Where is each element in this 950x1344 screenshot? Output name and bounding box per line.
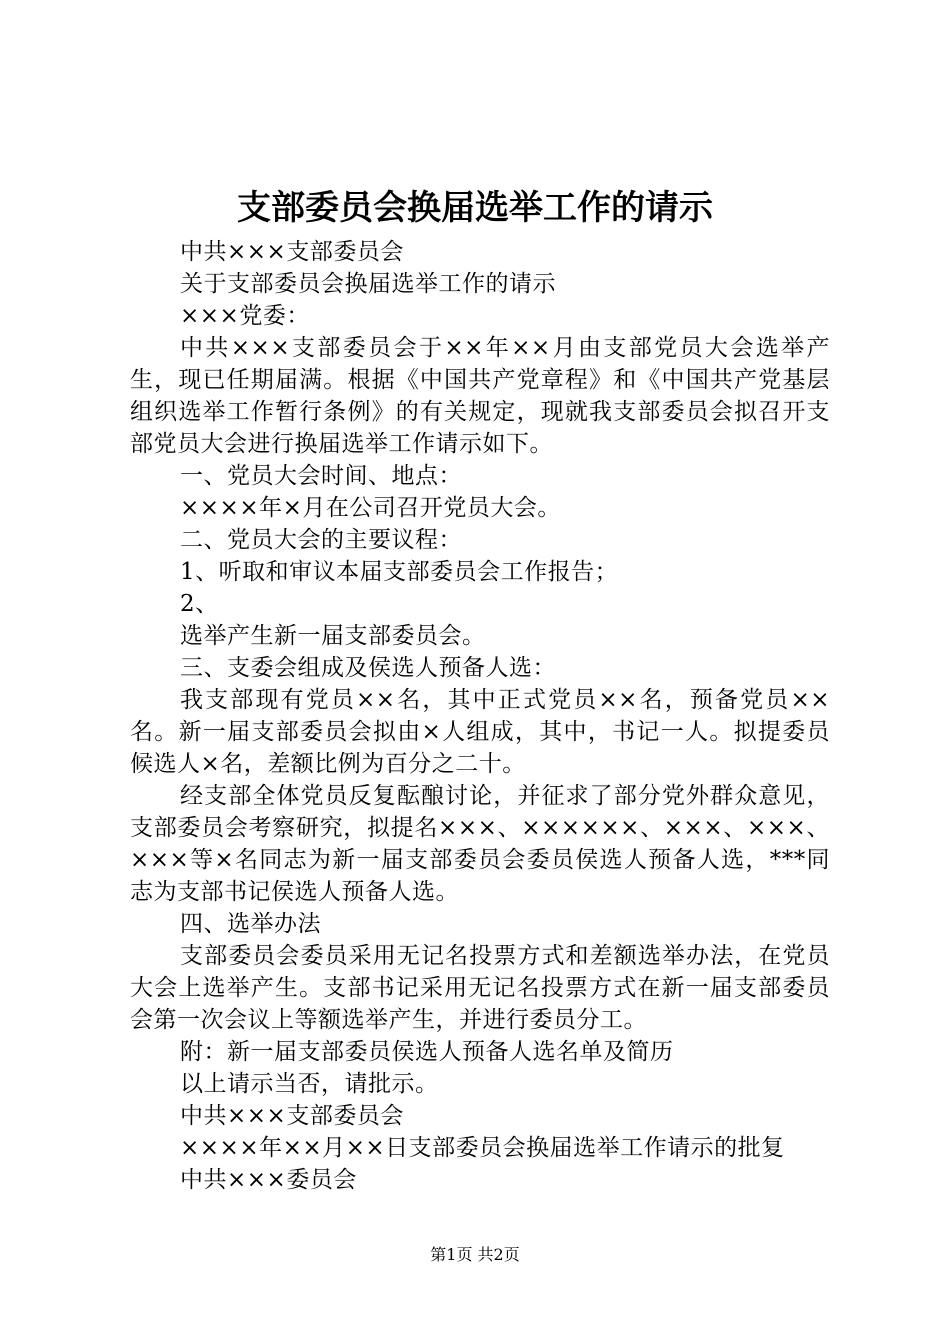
document-body <box>130 236 830 1196</box>
agenda-item-2: 2、 <box>180 591 219 617</box>
paragraph-committee: 中共×××委员会 <box>180 1167 357 1193</box>
paragraph-attachment: 附：新一届支部委员侯选人预备人选名单及简历 <box>180 1039 674 1065</box>
heading-election-method: 四、选举办法 <box>180 911 321 937</box>
paragraph-intro: 中共×××支部委员会于××年××月由支部党员大会选举产生，现已任期届满。根据《中国共产党章程》和《中国共产党基层组织选举工作暂行条例》的有关规定，现就我支部委员会拟召开支部党员大会进行换届选举工作请示如下。 <box>130 335 830 457</box>
paragraph-subject: 关于支部委员会换届选举工作的请示 <box>180 271 556 297</box>
agenda-item-2-text: 选举产生新一届支部委员会。 <box>180 623 486 649</box>
paragraph-election-method: 支部委员会委员采用无记名投票方式和差额选举办法，在党员大会上选举产生。支部书记采用无记名投票方式在新一届支部委员会第一次会议上等额选举产生，并进行委员分工。 <box>130 943 830 1033</box>
heading-time-place: 一、党员大会时间、地点： <box>180 463 462 489</box>
paragraph-nomination: 经支部全体党员反复酝酿讨论，并征求了部分党外群众意见，支部委员会考察研究，拟提名×××、××××××、×××、×××、×××等×名同志为新一届支部委员会委员侯选人预备人选，***同志为支部书记侯选人预备人选。 <box>130 783 830 905</box>
paragraph-time-place: ××××年×月在公司召开党员大会。 <box>180 495 561 521</box>
paragraph-composition: 我支部现有党员××名，其中正式党员××名，预备党员××名。新一届支部委员会拟由×人组成，其中，书记一人。拟提委员候选人×名，差额比例为百分之二十。 <box>130 687 830 777</box>
paragraph-addressee: ×××党委： <box>180 303 310 329</box>
paragraph-signature: 中共×××支部委员会 <box>180 1103 404 1129</box>
document-title: 支部委员会换届选举工作的请示 <box>237 188 713 228</box>
paragraph-request: 以上请示当否，请批示。 <box>180 1071 439 1097</box>
heading-composition: 三、支委会组成及侯选人预备人选： <box>180 655 556 681</box>
page-footer: 第1页 共2页 <box>430 1245 520 1264</box>
agenda-item-1: 1、听取和审议本届支部委员会工作报告； <box>180 559 619 585</box>
paragraph-sender: 中共×××支部委员会 <box>180 239 404 265</box>
paragraph-date-reply: ××××年××月××日支部委员会换届选举工作请示的批复 <box>180 1135 785 1161</box>
heading-agenda: 二、党员大会的主要议程： <box>180 527 462 553</box>
